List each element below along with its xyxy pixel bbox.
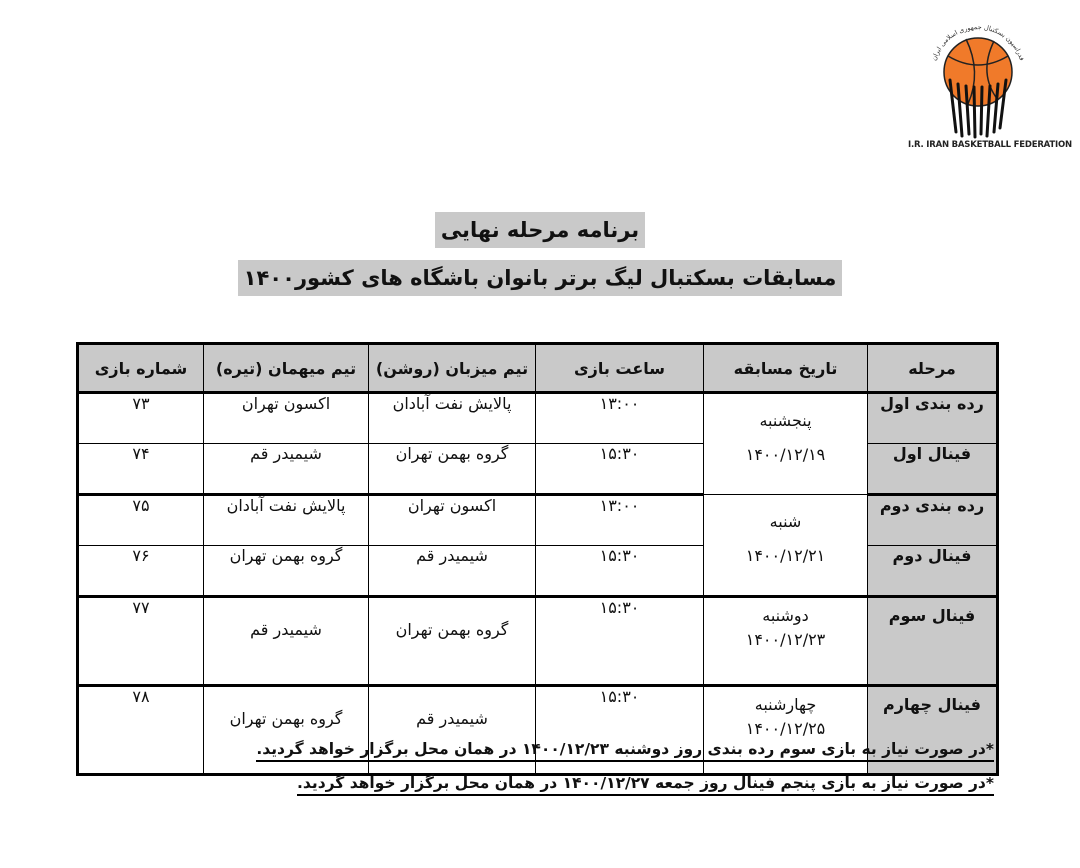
time-cell: ۱۵:۳۰: [536, 597, 704, 686]
stage-cell: رده بندی دوم: [868, 495, 998, 546]
title-line-2: مسابقات بسکتبال لیگ برتر بانوان باشگاه های کشور۱۴۰۰: [238, 260, 843, 296]
time-cell: ۱۳:۰۰: [536, 495, 704, 546]
schedule-table: [76, 342, 999, 776]
date-cell: [704, 495, 868, 597]
header-game-no: شماره بازی: [78, 344, 204, 393]
game-no-cell: ۷۷: [78, 597, 204, 686]
host-cell: گروه بهمن تهران: [369, 597, 536, 686]
logo-caption: I.R. IRAN BASKETBALL FEDERATION: [908, 140, 1072, 150]
stage-cell: رده بندی اول: [868, 393, 998, 444]
stage-cell: فینال سوم: [868, 597, 998, 686]
match-date: ۱۴۰۰/۱۲/۲۱: [745, 546, 826, 565]
date-cell: [704, 393, 868, 495]
guest-cell: گروه بهمن تهران: [204, 546, 369, 597]
stage-cell: فینال دوم: [868, 546, 998, 597]
logo-arc-text: فدراسیون بسکتبال جمهوری اسلامی ایران: [929, 23, 1027, 62]
title-line-1: برنامه مرحله نهایی: [435, 212, 645, 248]
header-stage: مرحله: [868, 344, 998, 393]
match-date: ۱۴۰۰/۱۲/۲۳: [745, 630, 826, 649]
game-no-cell: ۷۳: [78, 393, 204, 444]
match-date: ۱۴۰۰/۱۲/۲۵: [745, 719, 826, 738]
guest-cell: شیمیدر قم: [204, 597, 369, 686]
table-row: [78, 393, 998, 444]
date-box: [704, 495, 867, 573]
game-no-cell: ۷۴: [78, 444, 204, 495]
time-cell: ۱۵:۳۰: [536, 444, 704, 495]
host-cell: پالایش نفت آبادان: [369, 393, 536, 444]
header-date: تاریخ مسابقه: [704, 344, 868, 393]
host-cell: شیمیدر قم: [369, 546, 536, 597]
footnote-1: *در صورت نیاز به بازی سوم رده بندی روز دوشنبه ۱۴۰۰/۱۲/۲۳ در همان محل برگزار خواهد گردید.: [256, 738, 994, 762]
header-time: ساعت بازی: [536, 344, 704, 393]
date-box: [704, 598, 867, 652]
day-name: پنجشنبه: [759, 411, 812, 430]
table-header-row: [78, 344, 998, 393]
time-cell: ۱۳:۰۰: [536, 393, 704, 444]
time-cell: ۱۵:۳۰: [536, 546, 704, 597]
table-row: [78, 597, 998, 686]
header-guest: تیم میهمان (تیره): [204, 344, 369, 393]
header-host: تیم میزبان (روشن): [369, 344, 536, 393]
guest-cell: اکسون تهران: [204, 393, 369, 444]
day-name: چهارشنبه: [754, 695, 817, 714]
host-cell: گروه بهمن تهران: [369, 444, 536, 495]
game-no-cell: ۷۵: [78, 495, 204, 546]
stage-cell: فینال چهارم: [868, 686, 998, 775]
host-cell: اکسون تهران: [369, 495, 536, 546]
page-title: [0, 212, 1080, 296]
day-name: شنبه: [769, 512, 802, 531]
game-no-cell: ۷۸: [78, 686, 204, 775]
guest-cell: گروه بهمن تهران: [204, 686, 369, 775]
stage-cell: فینال اول: [868, 444, 998, 495]
date-box: [704, 687, 867, 741]
guest-cell: شیمیدر قم: [204, 444, 369, 495]
guest-cell: پالایش نفت آبادان: [204, 495, 369, 546]
date-box: [704, 394, 867, 472]
federation-logo: [908, 14, 1072, 154]
game-no-cell: ۷۶: [78, 546, 204, 597]
day-name: دوشنبه: [762, 606, 809, 625]
footnote-2: *در صورت نیاز به بازی پنجم فینال روز جمعه ۱۴۰۰/۱۲/۲۷ در همان محل برگزار خواهد گردید.: [297, 772, 994, 796]
host-cell: شیمیدر قم: [369, 686, 536, 775]
time-cell: ۱۵:۳۰: [536, 686, 704, 775]
match-date: ۱۴۰۰/۱۲/۱۹: [745, 445, 826, 464]
date-cell: [704, 597, 868, 686]
table-row: [78, 495, 998, 546]
ball-shape: [944, 38, 1012, 106]
basketball-logo-icon: [908, 14, 1048, 140]
